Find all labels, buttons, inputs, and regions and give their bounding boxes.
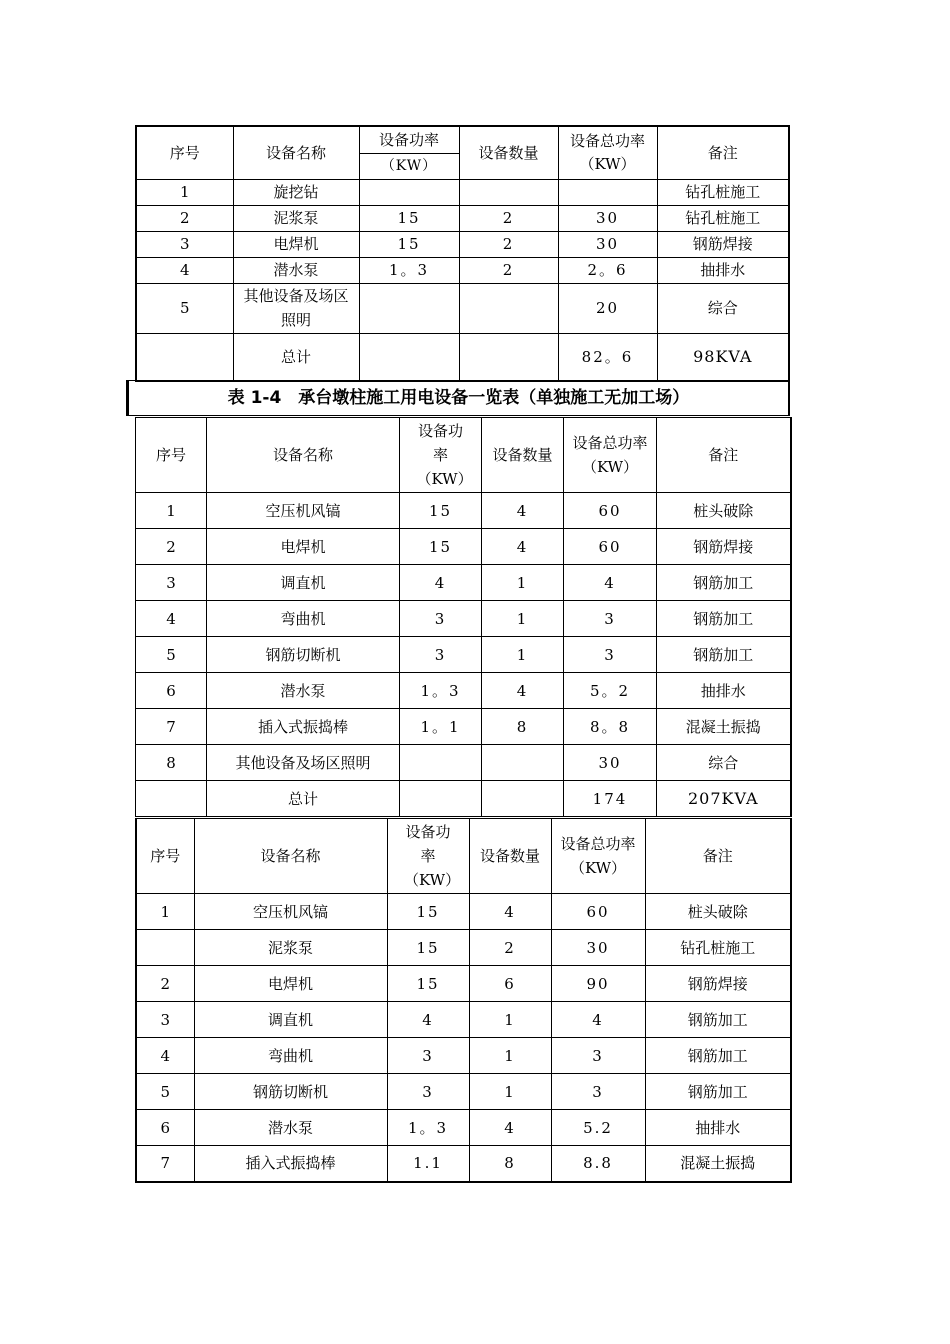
cell-total: 60 (564, 493, 657, 529)
header-power (400, 418, 482, 493)
cell-qty: 4 (482, 493, 564, 529)
table-row (136, 1002, 791, 1038)
cell-total: 4 (551, 1002, 645, 1038)
table-row (136, 1074, 791, 1110)
header-no: 序号 (136, 418, 207, 493)
cell-note: 钢筋加工 (657, 637, 791, 673)
table-header-row (136, 126, 789, 153)
cell-note: 钢筋加工 (645, 1002, 791, 1038)
cell-note: 钢筋焊接 (645, 966, 791, 1002)
header-qty-text: 设备数量 (492, 446, 553, 464)
table-row (136, 493, 791, 529)
cell-qty: 4 (482, 529, 564, 565)
cell-power: 1。3 (387, 1110, 469, 1146)
header-name: 设备名称 (194, 819, 387, 894)
cell-power (359, 333, 459, 381)
table-row (136, 529, 791, 565)
table-row (136, 966, 791, 1002)
cell-qty: 1 (482, 637, 564, 673)
table-row (136, 257, 789, 283)
cell-no: 8 (136, 745, 207, 781)
header-note: 备注 (657, 418, 791, 493)
cell-power (400, 745, 482, 781)
cell-note: 98KVA (657, 333, 789, 381)
cell-total: 30 (551, 930, 645, 966)
cell-qty (459, 283, 558, 333)
cell-note: 钢筋焊接 (657, 231, 789, 257)
cell-power: 1。1 (400, 709, 482, 745)
table-row (136, 283, 789, 333)
cell-power: 15 (359, 231, 459, 257)
cell-no: 4 (136, 1038, 194, 1074)
cell-no: 4 (136, 601, 207, 637)
cell-total: 174 (564, 781, 657, 817)
cell-name: 插入式振捣棒 (207, 709, 400, 745)
header-total (558, 126, 657, 179)
cell-power (400, 781, 482, 817)
cell-note: 钢筋加工 (657, 565, 791, 601)
cell-qty: 4 (482, 673, 564, 709)
cell-qty: 8 (469, 1146, 551, 1182)
cell-no (136, 333, 233, 381)
header-power: 设备功率 (359, 126, 459, 153)
cell-qty (459, 179, 558, 205)
cell-name: 空压机风镐 (207, 493, 400, 529)
header-total-text: 设备总功率（KW） (560, 835, 636, 877)
cell-name: 调直机 (194, 1002, 387, 1038)
cell-note: 钻孔桩施工 (645, 930, 791, 966)
cell-qty (482, 781, 564, 817)
header-power (387, 819, 469, 894)
cell-no: 3 (136, 565, 207, 601)
cell-total: 90 (551, 966, 645, 1002)
cell-name: 电焊机 (194, 966, 387, 1002)
cell-name: 钢筋切断机 (194, 1074, 387, 1110)
cell-note: 混凝土振捣 (657, 709, 791, 745)
cell-power: 15 (359, 205, 459, 231)
cell-power: 4 (400, 565, 482, 601)
cell-total: 3 (551, 1038, 645, 1074)
table-row (136, 709, 791, 745)
cell-total (558, 179, 657, 205)
table-1-body (136, 126, 789, 179)
cell-total: 5。2 (564, 673, 657, 709)
cell-power: 4 (387, 1002, 469, 1038)
cell-no: 7 (136, 1146, 194, 1182)
table-row (136, 1110, 791, 1146)
cell-name: 钢筋切断机 (207, 637, 400, 673)
cell-power: 1。3 (359, 257, 459, 283)
header-qty (482, 418, 564, 493)
equipment-table-1 (135, 125, 790, 382)
table-row (136, 781, 791, 817)
cell-name: 其他设备及场区照明 (233, 283, 359, 333)
table-caption: 表 1-4 承台墩柱施工用电设备一览表（单独施工无加工场） (126, 380, 790, 416)
cell-power: 3 (387, 1038, 469, 1074)
cell-total: 8。8 (564, 709, 657, 745)
cell-power: 15 (400, 529, 482, 565)
table-row (136, 231, 789, 257)
cell-note: 钢筋加工 (645, 1038, 791, 1074)
cell-note: 综合 (657, 745, 791, 781)
table-header-row (136, 819, 791, 894)
cell-name: 泥浆泵 (194, 930, 387, 966)
cell-note: 207KVA (657, 781, 791, 817)
header-qty-text: 设备数量 (479, 847, 540, 865)
cell-name: 其他设备及场区照明 (207, 745, 400, 781)
cell-qty (459, 333, 558, 381)
header-power-text: 设备功率（KW） (404, 823, 461, 889)
cell-qty (482, 745, 564, 781)
cell-no: 1 (136, 493, 207, 529)
header-qty: 设备数量 (459, 126, 558, 179)
cell-note: 钢筋加工 (657, 601, 791, 637)
cell-qty: 4 (469, 894, 551, 930)
cell-power (359, 179, 459, 205)
cell-note: 混凝土振捣 (645, 1146, 791, 1182)
cell-power: 3 (400, 601, 482, 637)
cell-note: 桩头破除 (645, 894, 791, 930)
header-total-text: 设备总功率（KW） (569, 131, 645, 173)
cell-total: 2。6 (558, 257, 657, 283)
table-row (136, 673, 791, 709)
cell-power: 3 (400, 637, 482, 673)
cell-power: 15 (400, 493, 482, 529)
cell-power: 1。3 (400, 673, 482, 709)
cell-no: 2 (136, 966, 194, 1002)
cell-total: 3 (564, 637, 657, 673)
header-power-text: 设备功率（KW） (416, 422, 473, 488)
cell-no: 6 (136, 1110, 194, 1146)
header-note: 备注 (645, 819, 791, 894)
cell-power: 1.1 (387, 1146, 469, 1182)
table-row (136, 894, 791, 930)
cell-qty: 2 (469, 930, 551, 966)
cell-note: 桩头破除 (657, 493, 791, 529)
cell-name: 潜水泵 (207, 673, 400, 709)
cell-total: 5.2 (551, 1110, 645, 1146)
table-row (136, 637, 791, 673)
cell-power: 3 (387, 1074, 469, 1110)
cell-total: 60 (564, 529, 657, 565)
cell-name: 总计 (207, 781, 400, 817)
cell-no: 3 (136, 231, 233, 257)
cell-qty: 2 (459, 205, 558, 231)
cell-total: 20 (558, 283, 657, 333)
cell-name: 旋挖钻 (233, 179, 359, 205)
cell-note: 抽排水 (645, 1110, 791, 1146)
cell-name: 空压机风镐 (194, 894, 387, 930)
header-no: 序号 (136, 819, 194, 894)
cell-power (359, 283, 459, 333)
cell-note: 抽排水 (657, 673, 791, 709)
cell-qty: 1 (469, 1074, 551, 1110)
header-note: 备注 (657, 126, 789, 179)
cell-no: 1 (136, 179, 233, 205)
cell-qty: 1 (469, 1002, 551, 1038)
cell-name: 弯曲机 (207, 601, 400, 637)
cell-no: 1 (136, 894, 194, 930)
cell-qty: 1 (482, 601, 564, 637)
cell-total: 8.8 (551, 1146, 645, 1182)
cell-no: 6 (136, 673, 207, 709)
cell-total: 30 (564, 745, 657, 781)
table-row (136, 745, 791, 781)
cell-no: 5 (136, 1074, 194, 1110)
header-name: 设备名称 (207, 418, 400, 493)
header-qty (469, 819, 551, 894)
cell-qty: 1 (482, 565, 564, 601)
table-1-rows (136, 179, 789, 381)
cell-note: 抽排水 (657, 257, 789, 283)
cell-name: 调直机 (207, 565, 400, 601)
header-power-unit (359, 153, 459, 179)
header-total (564, 418, 657, 493)
cell-total: 30 (558, 205, 657, 231)
cell-no: 5 (136, 637, 207, 673)
table-row (136, 205, 789, 231)
table-row (136, 565, 791, 601)
equipment-table-3 (135, 818, 792, 1183)
cell-note: 综合 (657, 283, 789, 333)
header-total-text: 设备总功率（KW） (572, 434, 648, 476)
cell-no (136, 930, 194, 966)
cell-no: 3 (136, 1002, 194, 1038)
cell-note: 钻孔桩施工 (657, 179, 789, 205)
cell-name: 总计 (233, 333, 359, 381)
cell-name: 弯曲机 (194, 1038, 387, 1074)
cell-name: 潜水泵 (194, 1110, 387, 1146)
cell-name: 潜水泵 (233, 257, 359, 283)
table-3-rows (136, 894, 791, 1182)
cell-qty: 8 (482, 709, 564, 745)
power-unit-text: （KW） (380, 158, 438, 174)
cell-no: 7 (136, 709, 207, 745)
cell-total: 60 (551, 894, 645, 930)
cell-total: 82。6 (558, 333, 657, 381)
cell-qty: 2 (459, 257, 558, 283)
cell-note: 钢筋加工 (645, 1074, 791, 1110)
header-name: 设备名称 (233, 126, 359, 179)
table-row (136, 1038, 791, 1074)
cell-no: 2 (136, 205, 233, 231)
table-3-head (136, 819, 791, 894)
cell-name: 插入式振捣棒 (194, 1146, 387, 1182)
cell-name: 电焊机 (233, 231, 359, 257)
table-row (136, 1146, 791, 1182)
cell-note: 钢筋焊接 (657, 529, 791, 565)
cell-total: 4 (564, 565, 657, 601)
table-2-rows (136, 493, 791, 817)
table-row (136, 601, 791, 637)
cell-no: 2 (136, 529, 207, 565)
cell-power: 15 (387, 930, 469, 966)
table-header-row (136, 418, 791, 493)
table-2-head (136, 418, 791, 493)
cell-qty: 2 (459, 231, 558, 257)
table-row (136, 333, 789, 381)
cell-total: 30 (558, 231, 657, 257)
cell-total: 3 (564, 601, 657, 637)
cell-note: 钻孔桩施工 (657, 205, 789, 231)
table-row (136, 930, 791, 966)
cell-no (136, 781, 207, 817)
cell-no: 5 (136, 283, 233, 333)
cell-qty: 6 (469, 966, 551, 1002)
cell-name: 泥浆泵 (233, 205, 359, 231)
cell-total: 3 (551, 1074, 645, 1110)
cell-qty: 4 (469, 1110, 551, 1146)
cell-no: 4 (136, 257, 233, 283)
cell-qty: 1 (469, 1038, 551, 1074)
table-row (136, 179, 789, 205)
header-no: 序号 (136, 126, 233, 179)
header-total (551, 819, 645, 894)
cell-power: 15 (387, 894, 469, 930)
equipment-table-2 (135, 417, 792, 817)
cell-name: 电焊机 (207, 529, 400, 565)
cell-power: 15 (387, 966, 469, 1002)
